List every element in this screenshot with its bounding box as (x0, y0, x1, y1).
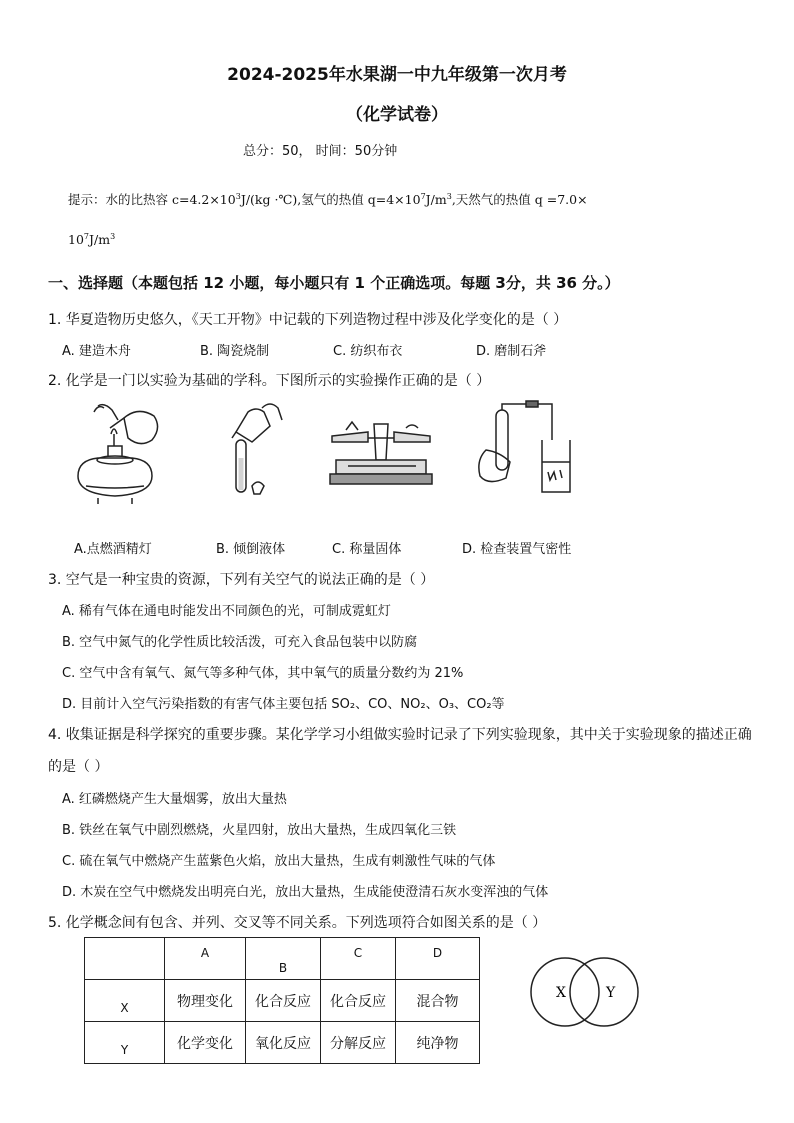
table-cell: 化合反应 (321, 980, 396, 1022)
q1-option-c: C. 纺织布衣 (333, 344, 403, 359)
question-4-stem-cont: 的是（ ） (48, 759, 109, 775)
table-row (85, 980, 480, 1022)
figure-alcohol-lamp (68, 398, 168, 508)
exam-title: 2024-2025年水果湖一中九年级第一次月考 (227, 65, 567, 85)
q4-option-d: D. 木炭在空气中燃烧发出明亮白光，放出大量热，生成能使澄清石灰水变浑浊的气体 (62, 885, 549, 900)
table-cell: 物理变化 (165, 980, 246, 1022)
table-cell: 混合物 (396, 980, 480, 1022)
q4-option-c: C. 硫在氧气中燃烧产生蓝紫色火焰，放出大量热，生成有刺激性气味的气体 (62, 854, 496, 869)
figure-balance (326, 412, 436, 490)
table-row (85, 1022, 480, 1064)
question-3-stem: 3. 空气是一种宝贵的资源，下列有关空气的说法正确的是（ ） (48, 572, 435, 588)
q3-option-d: D. 目前计入空气污染指数的有害气体主要包括 SO₂、CO、NO₂、O₃、CO₂等 (62, 697, 505, 712)
q1-option-a: A. 建造木舟 (62, 344, 131, 359)
venn-diagram (528, 952, 648, 1034)
table-cell: X (85, 980, 165, 1022)
question-1-stem: 1. 华夏造物历史悠久，《天工开物》中记载的下列造物过程中涉及化学变化的是（ ） (48, 312, 568, 328)
table-header-cell: D (396, 938, 480, 980)
q1-option-b: B. 陶瓷烧制 (200, 344, 270, 359)
table-cell: 化合反应 (246, 980, 321, 1022)
question-5-stem: 5. 化学概念间有包含、并列、交叉等不同关系。下列选项符合如图关系的是（ ） (48, 915, 547, 931)
q2-option-b: B. 倾倒液体 (216, 542, 286, 557)
q3-option-c: C. 空气中含有氧气、氮气等多种气体，其中氧气的质量分数约为 21% (62, 666, 464, 681)
venn-label-y: Y (606, 985, 616, 1001)
table-cell: 分解反应 (321, 1022, 396, 1064)
q4-option-a: A. 红磷燃烧产生大量烟雾，放出大量热 (62, 792, 287, 807)
figure-airtightness (466, 400, 576, 500)
figure-pouring-liquid (208, 398, 288, 508)
score-time: 总分：50， 时间：50分钟 (243, 144, 398, 159)
table-cell: 纯净物 (396, 1022, 480, 1064)
relation-table (84, 937, 480, 1064)
hint-line-2: $10^7J/m^3$ (68, 231, 116, 247)
table-cell: 氧化反应 (246, 1022, 321, 1064)
exam-subtitle: （化学试卷） (346, 105, 448, 125)
q2-option-c: C. 称量固体 (332, 542, 402, 557)
table-header-cell: C (321, 938, 396, 980)
section-heading: 一、选择题（本题包括 12 小题，每小题只有 1 个正确选项。每题 3分，共 36 分。） (48, 274, 620, 292)
q3-option-b: B. 空气中氮气的化学性质比较活泼，可充入食品包装中以防腐 (62, 635, 418, 650)
q2-option-a: A.点燃酒精灯 (74, 542, 152, 557)
q4-option-b: B. 铁丝在氧气中剧烈燃烧，火星四射，放出大量热，生成四氧化三铁 (62, 823, 457, 838)
table-header-cell: B (246, 938, 321, 980)
table-header-cell: A (165, 938, 246, 980)
question-2-stem: 2. 化学是一门以实验为基础的学科。下图所示的实验操作正确的是（ ） (48, 373, 491, 389)
hint-line-1: 提示：水的比热容 $c=4.2\times 10^3J/(kg$ ·℃),氢气的热值 $q=4\times 10^7J/m^3$,天然气的热值 q =7.0× (68, 191, 588, 207)
q3-option-a: A. 稀有气体在通电时能发出不同颜色的光，可制成霓虹灯 (62, 604, 391, 619)
table-header-cell (85, 938, 165, 980)
question-4-stem: 4. 收集证据是科学探究的重要步骤。某化学学习小组做实验时记录了下列实验现象，其中关于实验现象的描述正确 (48, 727, 752, 743)
venn-label-x: X (556, 985, 566, 1001)
q2-option-d: D. 检查装置气密性 (462, 542, 572, 557)
venn-circle-y (570, 958, 638, 1026)
table-cell: Y (85, 1022, 165, 1064)
q1-option-d: D. 磨制石斧 (476, 344, 547, 359)
table-cell: 化学变化 (165, 1022, 246, 1064)
